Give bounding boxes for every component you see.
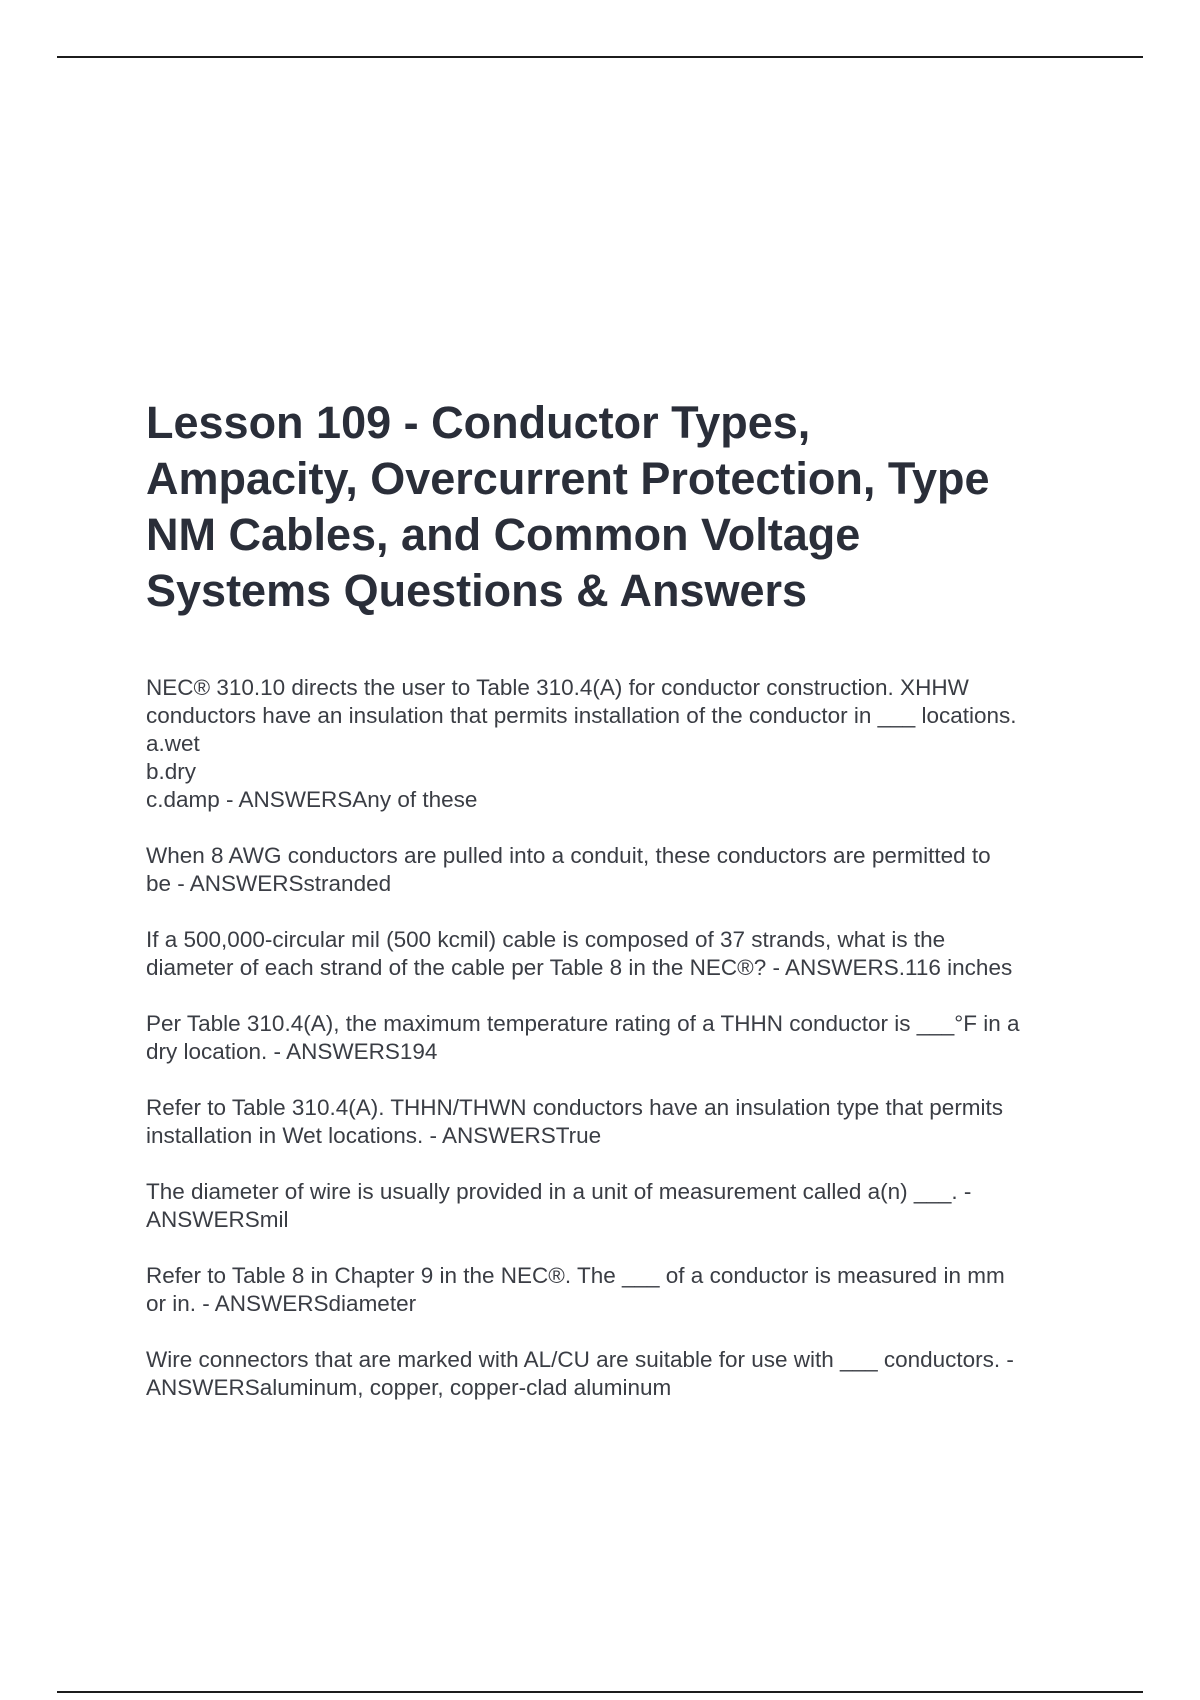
title-line: Lesson 109 - Conductor Types,	[146, 397, 811, 448]
qa-line: Wire connectors that are marked with AL/CU are suitable for use with ___ conductors. -	[146, 1347, 1014, 1372]
qa-line: be - ANSWERSstranded	[146, 871, 392, 896]
qa-line: a.wet	[146, 731, 200, 756]
qa-line: Refer to Table 310.4(A). THHN/THWN conductors have an insulation type that permits	[146, 1095, 1004, 1120]
qa-item	[146, 674, 1096, 814]
document-title	[146, 395, 1096, 619]
qa-line: c.damp - ANSWERSAny of these	[146, 787, 478, 812]
title-line: Systems Questions & Answers	[146, 565, 808, 616]
qa-line: When 8 AWG conductors are pulled into a conduit, these conductors are permitted to	[146, 843, 991, 868]
qa-line: conductors have an insulation that permits installation of the conductor in ___ locations.	[146, 703, 1017, 728]
qa-item	[146, 1178, 1096, 1234]
qa-line: Refer to Table 8 in Chapter 9 in the NEC®. The ___ of a conductor is measured in mm	[146, 1263, 1005, 1288]
qa-line: b.dry	[146, 759, 197, 784]
qa-item	[146, 1010, 1096, 1066]
qa-line: installation in Wet locations. - ANSWERSTrue	[146, 1123, 602, 1148]
qa-list	[146, 674, 1096, 1430]
qa-line: NEC® 310.10 directs the user to Table 310.4(A) for conductor construction. XHHW	[146, 675, 969, 700]
qa-line: or in. - ANSWERSdiameter	[146, 1291, 417, 1316]
title-line: Ampacity, Overcurrent Protection, Type	[146, 453, 990, 504]
header-rule	[57, 56, 1143, 58]
title-line: NM Cables, and Common Voltage	[146, 509, 861, 560]
qa-line: If a 500,000-circular mil (500 kcmil) cable is composed of 37 strands, what is the	[146, 927, 946, 952]
qa-line: ANSWERSaluminum, copper, copper-clad aluminum	[146, 1375, 672, 1400]
qa-line: ANSWERSmil	[146, 1207, 289, 1232]
qa-item	[146, 1262, 1096, 1318]
qa-item	[146, 842, 1096, 898]
qa-line: The diameter of wire is usually provided in a unit of measurement called a(n) ___. -	[146, 1179, 972, 1204]
qa-item	[146, 1094, 1096, 1150]
qa-item	[146, 926, 1096, 982]
qa-line: diameter of each strand of the cable per Table 8 in the NEC®? - ANSWERS.116 inches	[146, 955, 1013, 980]
footer-rule	[57, 1691, 1143, 1693]
qa-line: dry location. - ANSWERS194	[146, 1039, 438, 1064]
qa-line: Per Table 310.4(A), the maximum temperature rating of a THHN conductor is ___°F in a	[146, 1011, 1020, 1036]
qa-item	[146, 1346, 1096, 1402]
